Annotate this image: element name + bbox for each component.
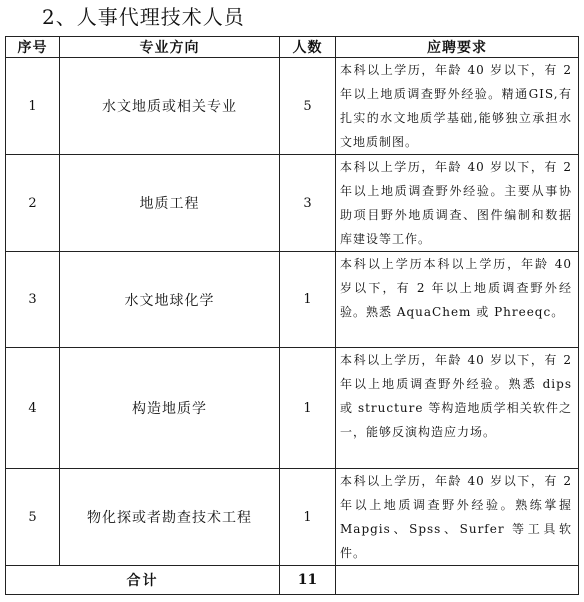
row-major: 地质工程 xyxy=(60,155,280,252)
table-header-row xyxy=(6,37,579,58)
row-major: 物化探或者勘查技术工程 xyxy=(60,469,280,566)
total-row xyxy=(6,566,579,595)
table-row xyxy=(6,252,579,348)
column-header-major: 专业方向 xyxy=(60,37,280,58)
row-requirement: 本科以上学历，年龄 40 岁以下，有 2 年以上地质调查野外经验。熟练掌握 Mapgis、Spss、Surfer 等工具软件。 xyxy=(336,469,579,566)
row-major: 水文地球化学 xyxy=(60,252,280,348)
row-requirement: 本科以上学历本科以上学历，年龄 40 岁以下，有 2 年以上地质调查野外经验。熟悉 AquaChem 或 Phreeqc。 xyxy=(336,252,579,348)
total-label: 合计 xyxy=(6,566,280,595)
column-header-count: 人数 xyxy=(280,37,336,58)
column-header-requirement: 应聘要求 xyxy=(336,37,579,58)
row-count: 1 xyxy=(280,252,336,348)
column-header-no: 序号 xyxy=(6,37,60,58)
table-row xyxy=(6,58,579,155)
row-count: 3 xyxy=(280,155,336,252)
row-requirement: 本科以上学历，年龄 40 岁以下，有 2 年以上地质调查野外经验。精通GIS,有扎实的水文地质学基础,能够独立承担水文地质制图。 xyxy=(336,58,579,155)
row-number: 4 xyxy=(6,348,60,469)
row-count: 1 xyxy=(280,348,336,469)
row-number: 2 xyxy=(6,155,60,252)
row-count: 5 xyxy=(280,58,336,155)
total-empty-cell xyxy=(336,566,579,595)
row-requirement: 本科以上学历，年龄 40 岁以下，有 2 年以上地质调查野外经验。熟悉 dips 或 structure 等构造地质学相关软件之一，能够反演构造应力场。 xyxy=(336,348,579,469)
table-row xyxy=(6,155,579,252)
table-row xyxy=(6,348,579,469)
row-count: 1 xyxy=(280,469,336,566)
table-row xyxy=(6,469,579,566)
row-number: 3 xyxy=(6,252,60,348)
row-major: 水文地质或相关专业 xyxy=(60,58,280,155)
row-requirement: 本科以上学历，年龄 40 岁以下，有 2 年以上地质调查野外经验。主要从事协助项目野外地质调查、图件编制和数据库建设等工作。 xyxy=(336,155,579,252)
recruitment-table xyxy=(5,36,579,595)
total-value: 11 xyxy=(280,566,336,595)
row-number: 5 xyxy=(6,469,60,566)
row-major: 构造地质学 xyxy=(60,348,280,469)
row-number: 1 xyxy=(6,58,60,155)
section-title: 2、人事代理技术人员 xyxy=(42,5,245,29)
